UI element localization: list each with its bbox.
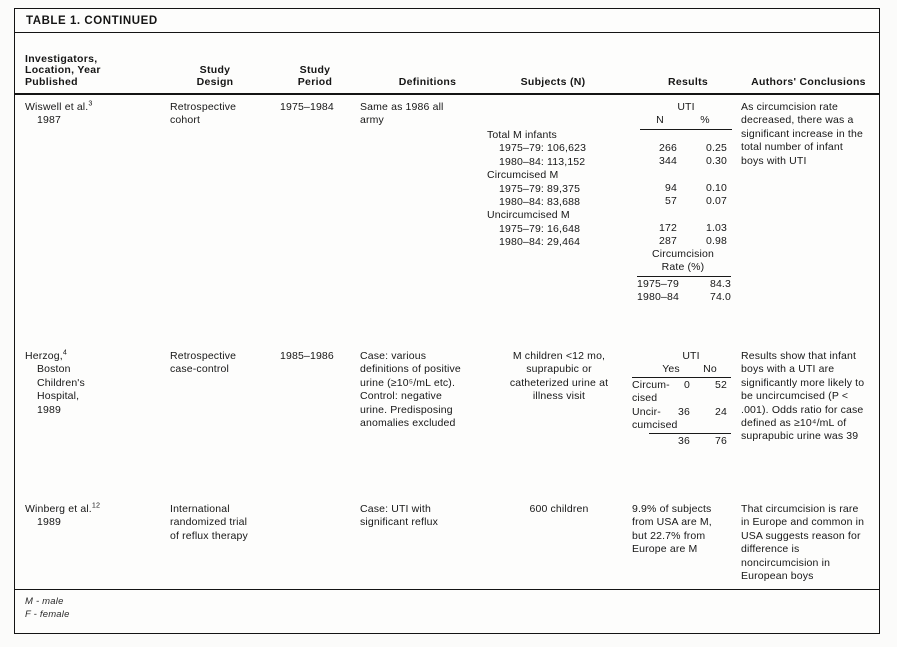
investigator-ref-winberg: 12 [91,500,101,510]
conclusion-line: be uncircumcised (P < [741,390,849,403]
column-header-investigators-line1: Investigators, [25,52,98,65]
cell-definitions-herzog [360,350,488,430]
results-pct-uncirc-1980: 0.98 [705,235,727,247]
conclusion-line: defined as ≥10⁴/mL of [741,417,847,430]
definition-line: urine (≥10⁵/mL etc). [360,376,456,389]
cell-subjects-herzog [485,350,633,404]
definition-line: Case: UTI with [360,503,431,515]
column-header-study-period-line2: Period [297,75,333,88]
results-row-label-circumcised-line1: Circum- [632,379,670,391]
definitions-wiswell-line1: Same as 1986 all [360,101,444,113]
table-1-continued [14,8,880,634]
conclusion-line: decreased, there was a [741,114,854,127]
investigator-ref-herzog: 4 [62,347,67,357]
results-col-yes-herzog: Yes [662,363,680,375]
circumcision-rate-label-line1: Circumcision [652,248,714,260]
column-header-definitions: Definitions [398,75,457,88]
study-design-herzog-line2: case-control [170,363,229,376]
results-line: from USA are M, [632,516,712,529]
cell-study-period-herzog: 1985–1986 [280,350,334,362]
results-row-label-circumcised-line2: cised [632,392,658,405]
results-total-no: 76 [715,435,727,447]
column-header-study-period [270,65,360,88]
investigator-location-line2: Children's [37,376,85,389]
column-header-study-design [165,65,265,88]
results-uti-label-wiswell: UTI [677,101,695,113]
results-col-no-herzog: No [703,363,717,375]
cell-study-design-herzog [170,350,280,377]
results-pct-total-1975: 0.25 [705,142,727,154]
definition-line: Control: negative [360,390,442,403]
results-pct-uncirc-1975: 1.03 [705,222,727,234]
circumcision-rate-rule [637,276,731,277]
study-design-wiswell-line2: cohort [170,114,201,127]
subjects-group-circumcised [487,169,637,209]
cell-conclusions-herzog [741,350,883,444]
table-header-row [15,33,879,95]
conclusion-line: significant increase in the [741,127,863,140]
cell-subjects-winberg: 600 children [529,503,589,515]
subjects-circ-1975: 1975–79: 89,375 [499,182,581,195]
investigator-name-wiswell: Wiswell et al. [25,101,89,113]
subjects-total-1975: 1975–79: 106,623 [499,142,587,155]
cell-study-design-wiswell [170,101,270,128]
table-title-row [15,9,879,33]
results-total-yes: 36 [678,435,690,447]
results-n-circ-1980: 57 [665,195,677,207]
results-circumcised-yes: 0 [684,379,690,391]
results-n-total-1980: 344 [659,155,677,167]
investigator-year-herzog: 1989 [37,403,61,416]
results-line: but 22.7% from [632,529,706,542]
cell-conclusions-wiswell [741,101,881,168]
results-pct-circ-1980: 0.07 [705,195,727,207]
subjects-circ-1980: 1980–84: 83,688 [499,196,581,209]
conclusion-line: boys with a UTI are [741,363,835,376]
column-header-investigators-line3: Published [25,75,78,88]
column-header-study-design-line1: Study [199,64,231,76]
subjects-line: suprapubic or [526,363,592,376]
cell-study-design-winberg [170,503,280,543]
results-n-circ-1975: 94 [665,182,677,194]
column-header-conclusions: Authors' Conclusions [751,75,866,88]
column-header-study-design-line2: Design [196,75,234,88]
cell-results-winberg [632,503,740,557]
conclusion-line: That circumcision is rare [741,503,859,515]
circumcision-rate-period-1980: 1980–84 [637,291,679,303]
definition-line: significant reflux [360,516,438,529]
results-line: Europe are M [632,543,698,556]
study-design-winberg-line2: randomized trial [170,516,248,529]
table-body [15,95,879,589]
cell-study-period-wiswell: 1975–1984 [280,101,334,113]
study-design-winberg-line3: of reflux therapy [170,529,248,542]
investigator-name-herzog: Herzog, [25,350,63,362]
subjects-group-uncircumcised-label: Uncircumcised M [487,209,570,222]
conclusion-line: significantly more likely to [741,376,865,389]
column-header-subjects: Subjects (N) [520,75,586,88]
cell-definitions-wiswell [360,101,485,128]
subjects-group-total-label: Total M infants [487,129,557,141]
investigator-name-winberg: Winberg et al. [25,503,92,515]
table-title: TABLE 1. CONTINUED [26,14,158,27]
cell-conclusions-winberg [741,503,883,583]
cell-investigators-wiswell [25,98,170,128]
subjects-total-1980: 1980–84: 113,152 [499,155,586,168]
definition-line: definitions of positive [360,363,461,376]
column-header-investigators [25,54,175,89]
conclusion-line: suprapubic urine was 39 [741,430,859,443]
definition-line: anomalies excluded [360,417,456,430]
results-uncircumcised-no: 24 [715,406,727,418]
study-design-herzog-line1: Retrospective [170,350,237,362]
definition-line: Case: various [360,350,427,362]
cell-investigators-winberg [25,500,170,530]
results-row-label-uncircumcised-line2: cumcised [632,419,678,432]
conclusion-line: noncircumcision in [741,556,831,569]
circumcision-rate-period-1975: 1975–79 [637,278,679,290]
conclusion-line: USA suggests reason for [741,529,861,542]
column-header-investigators-line2: Location, Year [25,64,101,76]
footnote-female: F - female [25,608,70,620]
conclusion-line: European boys [741,570,814,583]
subjects-uncirc-1975: 1975–79: 16,648 [499,222,581,235]
subjects-group-circumcised-label: Circumcised M [487,169,559,182]
results-header-rule-wiswell [640,129,732,130]
study-design-winberg-line1: International [170,503,230,515]
circumcision-rate-value-1975: 84.3 [709,278,731,290]
circumcision-rate-label-line2: Rate (%) [661,261,705,273]
results-n-total-1975: 266 [659,142,677,154]
study-design-wiswell-line1: Retrospective [170,101,237,113]
conclusion-line: boys with UTI [741,154,807,167]
results-circumcised-no: 52 [715,379,727,391]
results-line: 9.9% of subjects [632,503,712,515]
results-col-pct-wiswell: % [700,114,710,126]
results-n-uncirc-1980: 287 [659,235,677,247]
conclusion-line: .001). Odds ratio for case [741,403,864,416]
investigator-ref-wiswell: 3 [88,98,93,108]
results-pct-circ-1975: 0.10 [705,182,727,194]
definition-line: urine. Predisposing [360,403,453,416]
results-uti-label-herzog: UTI [682,350,700,362]
column-header-study-period-line1: Study [299,64,331,76]
results-n-uncirc-1975: 172 [659,222,677,234]
investigator-year-winberg: 1989 [37,516,61,529]
results-header-rule-herzog [632,377,731,378]
subjects-group-uncircumcised [487,209,637,249]
conclusion-line: Results show that infant [741,350,857,362]
conclusion-line: difference is [741,543,800,556]
results-row-label-uncircumcised-line1: Uncir- [632,406,661,418]
subjects-uncirc-1980: 1980–84: 29,464 [499,236,581,249]
results-col-n-wiswell: N [656,114,664,126]
cell-investigators-herzog [25,347,170,417]
results-uncircumcised-yes: 36 [678,406,690,418]
column-header-results: Results [667,75,709,88]
subjects-line: illness visit [532,390,586,403]
subjects-line: catheterized urine at [509,376,609,389]
footnote-male: M - male [25,596,64,607]
investigator-location-line3: Hospital, [37,390,80,403]
cell-definitions-winberg [360,503,488,530]
conclusion-line: total number of infant [741,141,843,154]
subjects-line: M children <12 mo, [512,350,606,362]
cell-subjects-wiswell [487,129,637,250]
conclusion-line: As circumcision rate [741,101,838,113]
table-footnotes [15,589,879,633]
definitions-wiswell-line2: army [360,114,384,127]
results-total-rule-herzog [649,433,731,434]
circumcision-rate-value-1980: 74.0 [709,291,731,303]
conclusion-line: in Europe and common in [741,516,865,529]
investigator-location-line1: Boston [37,363,71,376]
subjects-group-total [487,129,637,169]
investigator-year-wiswell: 1987 [37,114,61,127]
results-pct-total-1980: 0.30 [705,155,727,167]
